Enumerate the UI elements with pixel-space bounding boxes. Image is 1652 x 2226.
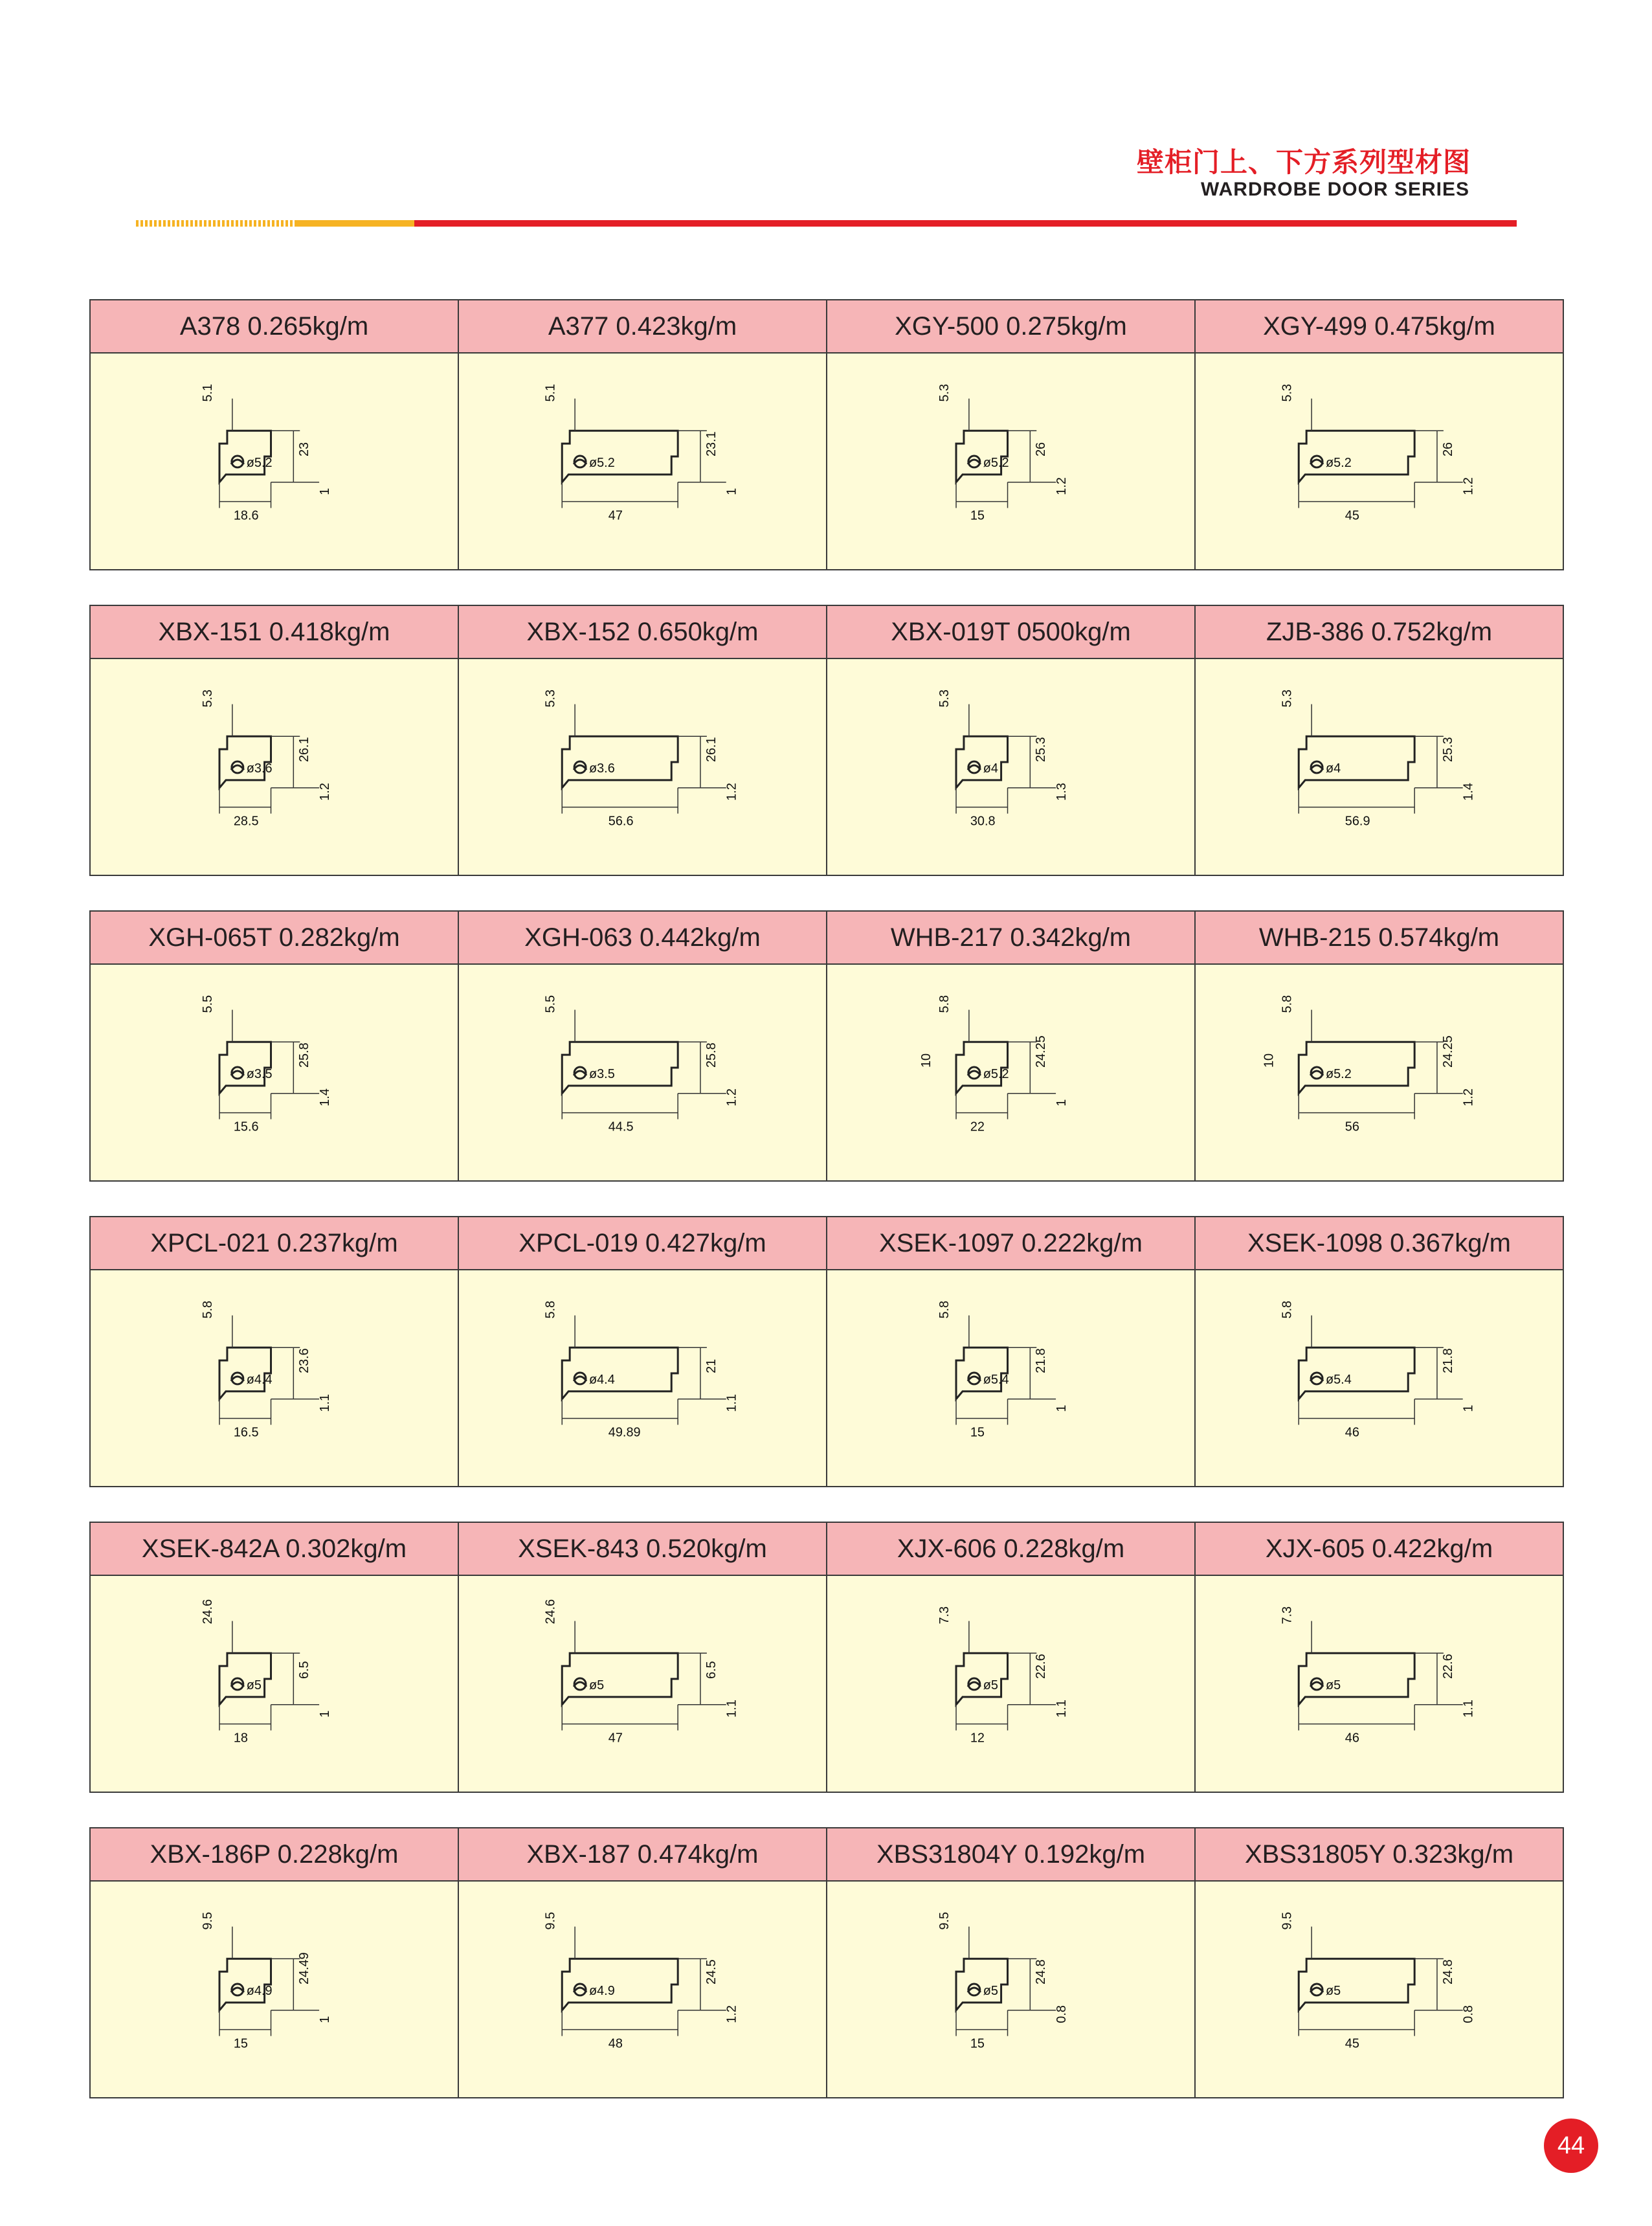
profile-section-diagram [91,1270,458,1486]
profile-cell [458,910,827,1182]
profile-drawing [91,1576,458,1792]
dimension-label: 5.8 [937,995,952,1013]
profile-cell [1194,1216,1564,1487]
dimension-label: 5.3 [201,689,216,708]
profile-drawing [91,1882,458,2097]
profile-cell [826,1827,1196,2098]
profile-drawing [459,965,826,1180]
dimension-label: 5.8 [937,1300,952,1319]
profile-label: XBX-186P 0.228kg/m [91,1828,458,1882]
dimension-label: 47 [608,1731,623,1746]
profile-drawing [1196,354,1563,569]
dimension-label: 5.1 [543,383,558,402]
dimension-label: 25.3 [1034,737,1049,763]
dimension-label: 0.8 [1461,2005,1476,2023]
dimension-label: 1 [724,488,739,495]
dimension-label: 5.3 [1280,689,1295,708]
dimension-label: 1.1 [724,1394,739,1412]
profile-cell [1194,1827,1564,2098]
dimension-label: 24.8 [1034,1959,1049,1985]
dimension-label: ø3.5 [588,1066,615,1081]
profile-label: XBS31805Y 0.323kg/m [1196,1828,1563,1882]
profile-cell [1194,299,1564,570]
profile-section-diagram [827,1270,1194,1486]
dimension-label: 7.3 [1280,1606,1295,1625]
profile-grid [89,299,1563,2098]
header-rule-red [414,220,1517,227]
dimension-label: 12 [970,1731,985,1746]
dimension-label: ø4.4 [588,1372,615,1387]
profile-section-diagram [91,1882,458,2097]
dimension-label: ø5.4 [983,1372,1009,1387]
profile-drawing [827,1576,1194,1792]
profile-section-diagram [1196,1882,1563,2097]
dimension-label: 56 [1345,1119,1359,1134]
profile-drawing [1196,965,1563,1180]
dimension-label: 5.8 [543,1300,558,1319]
dimension-label: 47 [608,508,623,523]
dimension-label: 24.5 [704,1959,719,1985]
dimension-label: ø3.5 [246,1066,273,1081]
dimension-label: ø5 [1325,1678,1341,1692]
profile-section-diagram [459,1576,826,1792]
profile-label: XBX-187 0.474kg/m [459,1828,826,1882]
profile-drawing [91,354,458,569]
profile-cell [458,1827,827,2098]
profile-drawing [827,1882,1194,2097]
dimension-label: 1.3 [1054,783,1069,801]
profile-label: XSEK-1098 0.367kg/m [1196,1217,1563,1270]
dimension-label: ø5.2 [1325,455,1352,470]
profile-label: WHB-215 0.574kg/m [1196,912,1563,965]
page-title: 壁柜门上、下方系列型材图 [1136,146,1471,178]
dimension-label: 15 [970,508,985,523]
dimension-label: 10 [1262,1053,1277,1068]
profile-label: XSEK-843 0.520kg/m [459,1523,826,1576]
profile-section-diagram [1196,354,1563,569]
profile-cell [89,299,459,570]
dimension-label: 18 [233,1731,248,1746]
dimension-label: ø4.9 [588,1983,615,1998]
dimension-label: 1.2 [724,1088,739,1107]
profile-section-diagram [459,965,826,1180]
dimension-label: 44.5 [608,1119,634,1134]
profile-cell [826,1522,1196,1793]
dimension-label: ø5 [983,1678,998,1692]
dimension-label: 24.6 [201,1599,216,1625]
profile-label: XGY-499 0.475kg/m [1196,300,1563,354]
profile-label: XBX-019T 0500kg/m [827,606,1194,659]
profile-drawing [459,659,826,875]
profile-drawing [1196,1270,1563,1486]
dimension-label: 1 [317,1710,332,1718]
profile-label: A377 0.423kg/m [459,300,826,354]
dimension-label: 24.49 [297,1952,312,1985]
dimension-label: 1.1 [1461,1700,1476,1718]
dimension-label: ø5.4 [1325,1372,1352,1387]
profile-cell [89,910,459,1182]
dimension-label: 5.5 [201,995,216,1013]
profile-section-diagram [91,965,458,1180]
profile-drawing [459,1576,826,1792]
dimension-label: 25.3 [1440,737,1455,763]
profile-cell [458,605,827,876]
dimension-label: 24.25 [1440,1035,1455,1068]
dimension-label: 0.8 [1054,2005,1069,2023]
profile-drawing [91,659,458,875]
profile-section-diagram [827,659,1194,875]
dimension-label: 25.8 [704,1042,719,1068]
profile-cell [89,605,459,876]
dimension-label: 5.3 [937,689,952,708]
profile-drawing [827,965,1194,1180]
profile-section-diagram [1196,659,1563,875]
dimension-label: 21.8 [1440,1348,1455,1374]
profile-cell [826,605,1196,876]
dimension-label: 1 [1054,1099,1069,1107]
dimension-label: ø4.9 [246,1983,273,1998]
dimension-label: 1.2 [1461,1088,1476,1107]
profile-cell [458,299,827,570]
dimension-label: 5.8 [1280,1300,1295,1319]
dimension-label: 45 [1345,508,1359,523]
dimension-label: 9.5 [937,1911,952,1930]
profile-drawing [459,354,826,569]
profile-section-diagram [459,1270,826,1486]
profile-label: A378 0.265kg/m [91,300,458,354]
profile-drawing [1196,1882,1563,2097]
dimension-label: ø5.2 [246,455,273,470]
dimension-label: 1.2 [317,783,332,801]
dimension-label: 1 [1054,1404,1069,1412]
header-rule-dashed [136,220,295,227]
profile-label: ZJB-386 0.752kg/m [1196,606,1563,659]
dimension-label: 1 [317,488,332,495]
dimension-label: 1 [1461,1404,1476,1412]
profile-section-diagram [1196,1576,1563,1792]
dimension-label: 1.2 [724,2005,739,2023]
dimension-label: ø4 [983,761,998,776]
dimension-label: ø4 [1325,761,1341,776]
dimension-label: 9.5 [1280,1911,1295,1930]
dimension-label: 24.25 [1034,1035,1049,1068]
profile-label: XBX-152 0.650kg/m [459,606,826,659]
dimension-label: 26 [1034,442,1049,457]
dimension-label: 18.6 [233,508,259,523]
profile-cell [1194,910,1564,1182]
header-rule-gold [295,220,414,227]
profile-drawing [827,354,1194,569]
dimension-label: 15.6 [233,1119,259,1134]
profile-drawing [827,1270,1194,1486]
dimension-label: 28.5 [233,814,259,829]
dimension-label: 46 [1345,1731,1359,1746]
dimension-label: 26 [1440,442,1455,457]
profile-drawing [91,965,458,1180]
dimension-label: 23 [297,442,312,457]
dimension-label: 1.2 [724,783,739,801]
dimension-label: 15 [233,2036,248,2051]
profile-label: XBX-151 0.418kg/m [91,606,458,659]
dimension-label: ø3.6 [246,761,273,776]
dimension-label: 25.8 [297,1042,312,1068]
dimension-label: 30.8 [970,814,996,829]
dimension-label: 22.6 [1034,1654,1049,1680]
dimension-label: 10 [919,1053,934,1068]
profile-section-diagram [91,354,458,569]
dimension-label: 16.5 [233,1425,259,1440]
profile-label: XGH-063 0.442kg/m [459,912,826,965]
dimension-label: 26.1 [704,737,719,763]
profile-label: XBS31804Y 0.192kg/m [827,1828,1194,1882]
dimension-label: 1.4 [1461,783,1476,801]
profile-label: WHB-217 0.342kg/m [827,912,1194,965]
dimension-label: 5.8 [1280,995,1295,1013]
dimension-label: 23.6 [297,1348,312,1374]
dimension-label: 21.8 [1034,1348,1049,1374]
profile-cell [826,1216,1196,1487]
profile-cell [1194,605,1564,876]
profile-label: XGH-065T 0.282kg/m [91,912,458,965]
dimension-label: 56.6 [608,814,634,829]
page-subtitle: WARDROBE DOOR SERIES [1200,179,1469,200]
profile-section-diagram [827,354,1194,569]
profile-drawing [459,1270,826,1486]
profile-label: XPCL-021 0.237kg/m [91,1217,458,1270]
profile-drawing [459,1882,826,2097]
dimension-label: 5.3 [1280,383,1295,402]
dimension-label: ø5 [588,1678,605,1692]
dimension-label: 7.3 [937,1606,952,1625]
dimension-label: 1.2 [1461,477,1476,495]
dimension-label: 5.1 [201,383,216,402]
dimension-label: 26.1 [297,737,312,763]
profile-label: XJX-606 0.228kg/m [827,1523,1194,1576]
profile-section-diagram [459,659,826,875]
profile-section-diagram [1196,1270,1563,1486]
dimension-label: 1.1 [317,1394,332,1412]
profile-cell [89,1522,459,1793]
dimension-label: 5.8 [201,1300,216,1319]
profile-cell [826,910,1196,1182]
dimension-label: ø5 [1325,1983,1341,1998]
profile-label: XPCL-019 0.427kg/m [459,1217,826,1270]
dimension-label: 56.9 [1345,814,1370,829]
dimension-label: 1.2 [1054,477,1069,495]
dimension-label: 15 [970,2036,985,2051]
profile-section-diagram [91,1576,458,1792]
profile-cell [458,1216,827,1487]
profile-label: XGY-500 0.275kg/m [827,300,1194,354]
dimension-label: ø5.2 [983,1066,1009,1081]
profile-section-diagram [827,1882,1194,2097]
dimension-label: 6.5 [704,1661,719,1680]
dimension-label: 6.5 [297,1661,312,1680]
page-number-badge: 44 [1544,2119,1598,2173]
dimension-label: ø5.2 [1325,1066,1352,1081]
profile-section-diagram [827,965,1194,1180]
profile-label: XJX-605 0.422kg/m [1196,1523,1563,1576]
dimension-label: 5.3 [543,689,558,708]
dimension-label: 5.5 [543,995,558,1013]
dimension-label: 23.1 [704,431,719,457]
profile-cell [89,1216,459,1487]
dimension-label: 45 [1345,2036,1359,2051]
dimension-label: 22.6 [1440,1654,1455,1680]
profile-drawing [827,659,1194,875]
dimension-label: 1.4 [317,1088,332,1107]
dimension-label: 9.5 [543,1911,558,1930]
profile-drawing [91,1270,458,1486]
profile-label: XSEK-842A 0.302kg/m [91,1523,458,1576]
profile-section-diagram [459,1882,826,2097]
dimension-label: 49.89 [608,1425,641,1440]
dimension-label: 24.8 [1440,1959,1455,1985]
dimension-label: ø5 [983,1983,998,1998]
dimension-label: 24.6 [543,1599,558,1625]
dimension-label: ø4.4 [246,1372,273,1387]
dimension-label: 1.1 [724,1700,739,1718]
dimension-label: 48 [608,2036,623,2051]
dimension-label: 1.1 [1054,1700,1069,1718]
profile-cell [89,1827,459,2098]
dimension-label: ø3.6 [588,761,615,776]
dimension-label: 15 [970,1425,985,1440]
profile-drawing [1196,659,1563,875]
profile-cell [1194,1522,1564,1793]
profile-section-diagram [1196,965,1563,1180]
dimension-label: 21 [704,1358,719,1374]
dimension-label: 5.3 [937,383,952,402]
profile-section-diagram [827,1576,1194,1792]
dimension-label: ø5.2 [983,455,1009,470]
dimension-label: 9.5 [201,1911,216,1930]
profile-section-diagram [91,659,458,875]
profile-cell [458,1522,827,1793]
profile-drawing [1196,1576,1563,1792]
dimension-label: 46 [1345,1425,1359,1440]
dimension-label: 22 [970,1119,985,1134]
profile-label: XSEK-1097 0.222kg/m [827,1217,1194,1270]
profile-cell [826,299,1196,570]
profile-section-diagram [459,354,826,569]
dimension-label: ø5.2 [588,455,615,470]
dimension-label: 1 [317,2016,332,2023]
dimension-label: ø5 [246,1678,262,1692]
